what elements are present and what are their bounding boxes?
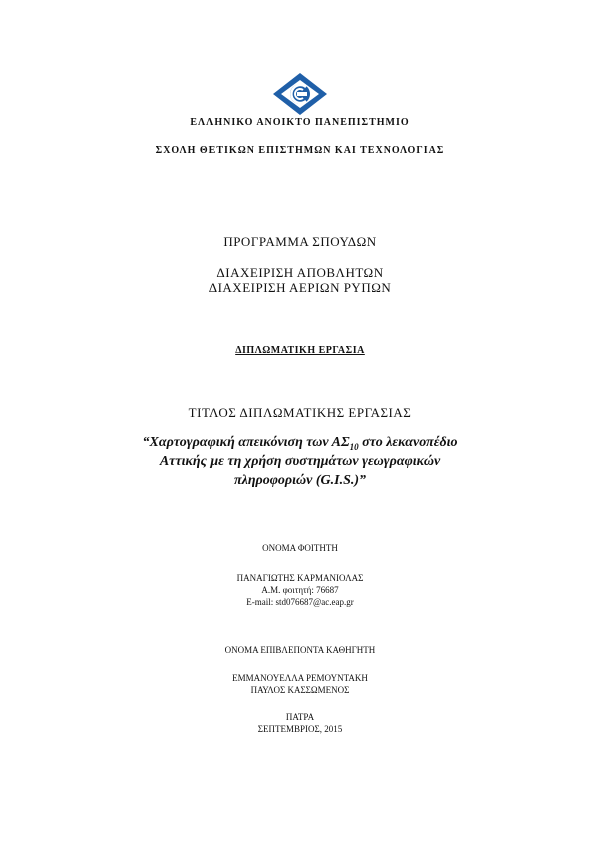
school-name: ΣΧΟΛΗ ΘΕΤΙΚΩΝ ΕΠΙΣΤΗΜΩΝ ΚΑΙ ΤΕΧΝΟΛΟΓΙΑΣ [155,145,445,156]
student-name: ΠΑΝΑΓΙΩΤΗΣ ΚΑΡΜΑΝΙΟΛΑΣ [236,573,364,583]
student-label: ΟΝΟΜΑ ΦΟΙΤΗΤΗ [262,543,338,553]
program-label: ΠΡΟΓΡΑΜΜΑ ΣΠΟΥΔΩΝ [223,234,377,249]
title-line-1-post: στο λεκανοπέδιο [358,435,458,450]
thesis-title-line-3: πληροφοριών (G.I.S.)” [233,473,367,488]
thesis-heading: ΔΙΠΛΩΜΑΤΙΚΗ ΕΡΓΑΣΙΑ [235,345,365,356]
university-name: ΕΛΛΗΝΙΚΟ ΑΝΟΙΚΤΟ ΠΑΝΕΠΙΣΤΗΜΙΟ [190,117,410,128]
student-email: E-mail: std076687@ac.eap.gr [246,597,354,607]
title-line-1-subscript: 10 [349,441,359,452]
program-line-1: ΔΙΑΧΕΙΡΙΣΗ ΑΠΟΒΛΗΤΩΝ [216,265,384,280]
program-line-2: ΔΙΑΧΕΙΡΙΣΗ ΑΕΡΙΩΝ ΡΥΠΩΝ [208,280,392,295]
student-id: Α.Μ. φοιτητή: 76687 [261,585,339,595]
university-logo [272,72,328,116]
date: ΣΕΠΤΕΜΒΡΙΟΣ, 2015 [257,724,343,734]
supervisor-label: ΟΝΟΜΑ ΕΠΙΒΛΕΠΟΝΤΑ ΚΑΘΗΓΗΤΗ [224,645,376,655]
thesis-title-line-2: Αττικής με τη χρήση συστημάτων γεωγραφικών [159,454,441,469]
supervisor-name-2: ΠΑΥΛΟΣ ΚΑΣΣΩΜΕΝΟΣ [250,685,350,695]
title-label: ΤΙΤΛΟΣ ΔΙΠΛΩΜΑΤΙΚΗΣ ΕΡΓΑΣΙΑΣ [188,405,412,420]
city: ΠΑΤΡΑ [285,712,315,722]
thesis-title-line-1 [0,435,600,452]
supervisor-name-1: ΕΜΜΑΝΟΥΕΛΛΑ ΡΕΜΟΥΝΤΑΚΗ [232,673,368,683]
title-line-1-pre: “Χαρτογραφική απεικόνιση των ΑΣ [142,435,350,450]
